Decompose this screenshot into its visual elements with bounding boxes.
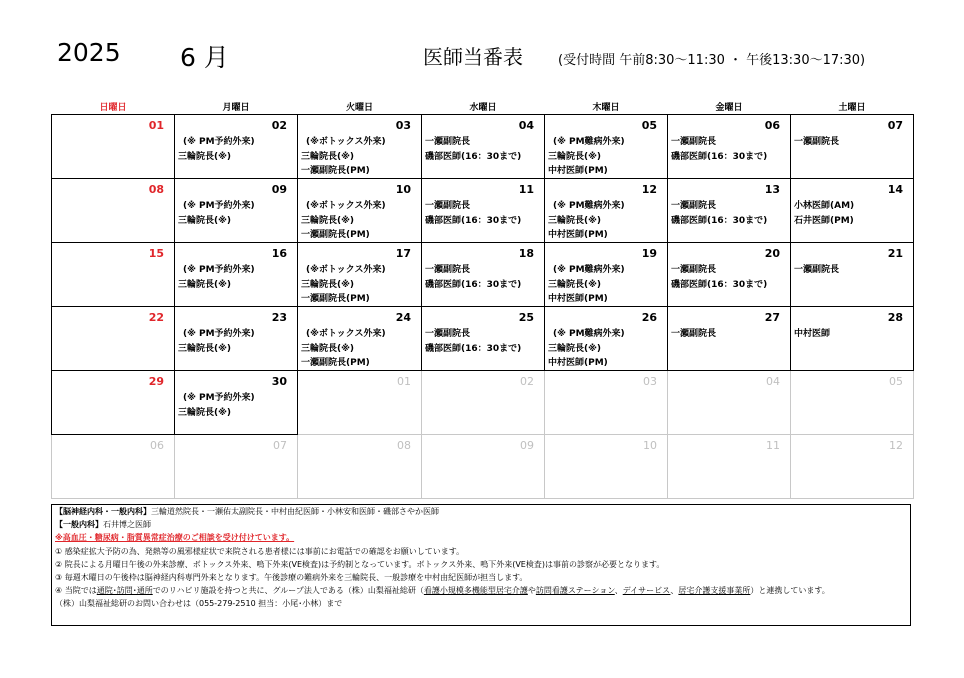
- duty-entry: (※ PM難病外来): [553, 329, 625, 339]
- duty-list: [178, 263, 255, 292]
- duty-entry: 一瀬副院長(PM): [301, 294, 370, 304]
- duty-entry: 三輪院長(※): [301, 343, 354, 354]
- duty-entry: 三輪院長(※): [548, 151, 601, 162]
- duty-list: [178, 199, 255, 228]
- month-label: 6 月: [180, 43, 229, 72]
- notes-text: 、: [670, 586, 679, 596]
- weekday-monday: 月曜日: [175, 98, 298, 115]
- duty-list: [794, 327, 830, 342]
- calendar-day-cell: [175, 307, 298, 371]
- duty-entry: 三輪院長(※): [301, 215, 354, 226]
- notes-text: でのリハビリ施設を持つと共に、グループ法人である（株）山梨福祉総研（: [152, 586, 424, 596]
- day-number: 10: [643, 439, 657, 452]
- calendar-day-cell: [298, 371, 422, 435]
- duty-entry: 三輪院長(※): [548, 215, 601, 226]
- duty-list: [548, 327, 625, 371]
- calendar-day-cell: [422, 115, 545, 179]
- page-title: 医師当番表: [423, 45, 523, 69]
- notes-consultation: ※高血圧・糖尿病・脂質異常症治療のご相談を受け付けています。: [55, 533, 295, 543]
- duty-list: [671, 199, 767, 228]
- calendar-day-cell: [668, 307, 791, 371]
- day-number: 11: [766, 439, 780, 452]
- notes-general-label: 【一般内科】: [55, 520, 103, 530]
- duty-list: [794, 135, 839, 150]
- calendar-day-cell: [175, 371, 298, 435]
- day-number: 11: [518, 183, 534, 196]
- notes-text: や: [527, 586, 536, 596]
- day-number: 22: [148, 311, 164, 324]
- duty-entry: (※ボトックス外来): [306, 329, 386, 339]
- day-number: 28: [887, 311, 903, 324]
- day-number: 20: [764, 247, 780, 260]
- duty-entry: 磯部医師(16：30まで): [425, 279, 522, 290]
- duty-list: [301, 199, 386, 243]
- duty-entry: 三輪院長(※): [178, 279, 231, 290]
- calendar-day-cell: [791, 307, 914, 371]
- day-number: 07: [887, 119, 903, 132]
- duty-list: [794, 199, 854, 228]
- day-number: 30: [271, 375, 287, 388]
- duty-entry: 三輪院長(※): [301, 279, 354, 290]
- calendar-day-cell: [545, 179, 668, 243]
- link-nursing-station[interactable]: 訪問看護ステーション: [535, 586, 615, 596]
- day-number: 01: [397, 375, 411, 388]
- calendar-week-row: [52, 435, 914, 499]
- notes-contact: （株）山梨福祉総研のお問い合わせは（055-279-2510 担当：小尾･小林）まで: [55, 599, 343, 609]
- link-rehab[interactable]: 通院･訪問･通所: [96, 586, 153, 596]
- duty-entry: (※ PM難病外来): [553, 137, 625, 147]
- duty-list: [548, 199, 625, 243]
- calendar-day-cell: [52, 307, 175, 371]
- weekday-saturday: 土曜日: [791, 98, 914, 115]
- day-number: 25: [518, 311, 534, 324]
- duty-list: [548, 263, 625, 307]
- calendar-week-row: [52, 115, 914, 179]
- notes-text: 、: [614, 586, 623, 596]
- duty-entry: (※ PM予約外来): [183, 265, 255, 275]
- calendar-day-cell: [791, 371, 914, 435]
- duty-list: [671, 263, 767, 292]
- day-number: 16: [271, 247, 287, 260]
- duty-entry: 磯部医師(16：30まで): [425, 215, 522, 226]
- calendar-day-cell: [422, 179, 545, 243]
- calendar-day-cell: [668, 371, 791, 435]
- notes-line-departments: [55, 505, 907, 518]
- day-number: 08: [397, 439, 411, 452]
- calendar-day-cell: [668, 115, 791, 179]
- calendar-week-row: [52, 243, 914, 307]
- day-number: 04: [518, 119, 534, 132]
- notes-item-4: [55, 584, 907, 597]
- duty-entry: 一瀬副院長(PM): [301, 230, 370, 240]
- duty-list: [425, 263, 521, 292]
- weekday-thursday: 木曜日: [545, 98, 668, 115]
- calendar-day-cell: [52, 371, 175, 435]
- calendar-day-cell: [175, 435, 298, 499]
- duty-entry: 一瀬副院長: [425, 137, 471, 147]
- duty-entry: (※ボトックス外来): [306, 137, 386, 147]
- calendar-day-cell: [791, 243, 914, 307]
- notes-item-3: ③ 毎週木曜日の午後枠は脳神経内科専門外来となります。午後診療の難病外来を三輪院長、一般診療を中村由紀医師が担当します。: [55, 573, 528, 583]
- duty-list: [301, 135, 386, 179]
- duty-entry: 一瀬副院長: [425, 265, 471, 275]
- duty-entry: 一瀬副院長: [794, 265, 840, 275]
- calendar-table: [51, 98, 914, 499]
- day-number: 02: [520, 375, 534, 388]
- duty-entry: (※ PM難病外来): [553, 201, 625, 211]
- calendar-day-cell: [791, 115, 914, 179]
- calendar-day-cell: [422, 307, 545, 371]
- duty-entry: (※ PM予約外来): [183, 393, 255, 403]
- duty-entry: 中村医師(PM): [548, 166, 608, 176]
- day-number: 06: [150, 439, 164, 452]
- calendar-day-cell: [668, 179, 791, 243]
- weekday-sunday: 日曜日: [52, 98, 175, 115]
- duty-entry: 一瀬副院長: [671, 329, 717, 339]
- calendar-day-cell: [791, 435, 914, 499]
- calendar-day-cell: [545, 307, 668, 371]
- duty-list: [794, 263, 839, 278]
- duty-list: [301, 263, 386, 307]
- duty-list: [425, 135, 521, 164]
- day-number: 29: [148, 375, 164, 388]
- day-number: 14: [887, 183, 903, 196]
- day-number: 02: [271, 119, 287, 132]
- duty-entry: 三輪院長(※): [548, 343, 601, 354]
- calendar-day-cell: [298, 179, 422, 243]
- notes-dept-doctors: 三輪道然院長・一瀬佑太副院長・中村由紀医師・小林安和医師・磯部さやか医師: [151, 507, 439, 516]
- day-number: 09: [520, 439, 534, 452]
- notes-dept-label: 【脳神経内科・一般内科】: [55, 507, 151, 516]
- duty-entry: 三輪院長(※): [178, 215, 231, 226]
- weekday-friday: 金曜日: [668, 98, 791, 115]
- weekday-header-row: [52, 98, 914, 115]
- calendar-day-cell: [175, 179, 298, 243]
- day-number: 15: [148, 247, 164, 260]
- calendar-day-cell: [422, 435, 545, 499]
- day-number: 08: [148, 183, 164, 196]
- duty-entry: 一瀬副院長(PM): [301, 166, 370, 176]
- duty-entry: 磯部医師(16：30まで): [671, 279, 768, 290]
- day-number: 27: [764, 311, 780, 324]
- link-care-service[interactable]: 看護小規模多機能型居宅介護: [423, 586, 528, 596]
- duty-entry: 中村医師(PM): [548, 358, 608, 368]
- calendar-day-cell: [545, 243, 668, 307]
- day-number: 21: [887, 247, 903, 260]
- duty-entry: 中村医師(PM): [548, 230, 608, 240]
- duty-list: [301, 327, 386, 371]
- weekday-wednesday: 水曜日: [422, 98, 545, 115]
- duty-entry: 三輪院長(※): [178, 343, 231, 354]
- duty-entry: 三輪院長(※): [301, 151, 354, 162]
- duty-entry: 一瀬副院長: [671, 137, 717, 147]
- duty-entry: (※ PM予約外来): [183, 329, 255, 339]
- day-number: 12: [889, 439, 903, 452]
- year-label: 2025: [57, 38, 121, 67]
- duty-entry: 磯部医師(16：30まで): [671, 215, 768, 226]
- duty-entry: (※ PM予約外来): [183, 137, 255, 147]
- calendar-day-cell: [52, 243, 175, 307]
- day-number: 13: [764, 183, 780, 196]
- duty-entry: 小林医師(AM): [794, 201, 855, 211]
- day-number: 05: [641, 119, 657, 132]
- day-number: 01: [148, 119, 164, 132]
- duty-list: [548, 135, 625, 179]
- day-number: 04: [766, 375, 780, 388]
- duty-entry: (※ PM難病外来): [553, 265, 625, 275]
- notes-text: ）と連携しています。: [750, 586, 830, 596]
- day-number: 07: [273, 439, 287, 452]
- duty-list: [671, 135, 767, 164]
- duty-entry: 磯部医師(16：30まで): [425, 343, 522, 354]
- day-number: 03: [643, 375, 657, 388]
- link-care-office[interactable]: 居宅介護支援事業所: [678, 586, 751, 596]
- calendar-day-cell: [52, 435, 175, 499]
- day-number: 18: [518, 247, 534, 260]
- day-number: 05: [889, 375, 903, 388]
- day-number: 26: [641, 311, 657, 324]
- calendar-day-cell: [175, 243, 298, 307]
- weekday-tuesday: 火曜日: [298, 98, 422, 115]
- duty-list: [178, 135, 255, 164]
- duty-entry: 中村医師: [794, 329, 831, 339]
- notes-item-2: ② 院長による月曜日午後の外来診療、ボトックス外来、嗚下外来(VE検査)は予約制となっています。ボトックス外来、嗚下外来(VE検査)は事前の診察が必要となります。: [55, 559, 665, 569]
- day-number: 24: [395, 311, 411, 324]
- calendar-day-cell: [668, 435, 791, 499]
- calendar-day-cell: [791, 179, 914, 243]
- calendar-day-cell: [52, 115, 175, 179]
- calendar-day-cell: [545, 115, 668, 179]
- duty-entry: 三輪院長(※): [548, 279, 601, 290]
- calendar-week-row: [52, 371, 914, 435]
- duty-entry: 石井医師(PM): [794, 215, 854, 226]
- day-number: 17: [395, 247, 411, 260]
- duty-list: [425, 199, 521, 228]
- day-number: 23: [271, 311, 287, 324]
- calendar-day-cell: [52, 179, 175, 243]
- notes-box: [51, 504, 911, 626]
- calendar-day-cell: [668, 243, 791, 307]
- calendar-day-cell: [298, 243, 422, 307]
- duty-list: [425, 327, 521, 356]
- notes-general-doctor: 石井博之医師: [103, 520, 151, 530]
- duty-entry: 三輪院長(※): [178, 407, 231, 418]
- notes-line-general: [55, 518, 907, 531]
- duty-list: [178, 327, 255, 356]
- calendar-day-cell: [422, 371, 545, 435]
- duty-entry: (※ PM予約外来): [183, 201, 255, 211]
- day-number: 03: [395, 119, 411, 132]
- calendar-day-cell: [175, 115, 298, 179]
- duty-entry: 一瀬副院長(PM): [301, 358, 370, 368]
- duty-entry: (※ボトックス外来): [306, 265, 386, 275]
- notes-item-1: ① 感染症拡大予防の為、発熱等の風邪様症状で来院される患者様には事前にお電話での確認をお願いしています。: [55, 546, 465, 556]
- link-day-service[interactable]: デイサービス: [622, 586, 671, 596]
- day-number: 12: [641, 183, 657, 196]
- duty-list: [178, 391, 255, 420]
- duty-entry: 一瀬副院長: [425, 329, 471, 339]
- day-number: 10: [395, 183, 411, 196]
- day-number: 06: [764, 119, 780, 132]
- reception-hours: (受付時間 午前8:30～11:30 ・ 午後13:30～17:30): [558, 53, 866, 68]
- day-number: 09: [271, 183, 287, 196]
- calendar-day-cell: [422, 243, 545, 307]
- calendar-day-cell: [298, 435, 422, 499]
- calendar-week-row: [52, 179, 914, 243]
- duty-entry: 一瀬副院長: [794, 137, 840, 147]
- calendar-day-cell: [545, 435, 668, 499]
- calendar-day-cell: [545, 371, 668, 435]
- duty-entry: 磯部医師(16：30まで): [671, 151, 768, 162]
- calendar-day-cell: [298, 115, 422, 179]
- calendar-week-row: [52, 307, 914, 371]
- duty-entry: 一瀬副院長: [671, 201, 717, 211]
- duty-entry: 三輪院長(※): [178, 151, 231, 162]
- day-number: 19: [641, 247, 657, 260]
- duty-entry: 磯部医師(16：30まで): [425, 151, 522, 162]
- calendar-day-cell: [298, 307, 422, 371]
- duty-entry: 一瀬副院長: [671, 265, 717, 275]
- notes-text: ④ 当院では: [55, 586, 97, 596]
- duty-entry: 一瀬副院長: [425, 201, 471, 211]
- duty-entry: 中村医師(PM): [548, 294, 608, 304]
- duty-entry: (※ボトックス外来): [306, 201, 386, 211]
- duty-list: [671, 327, 716, 342]
